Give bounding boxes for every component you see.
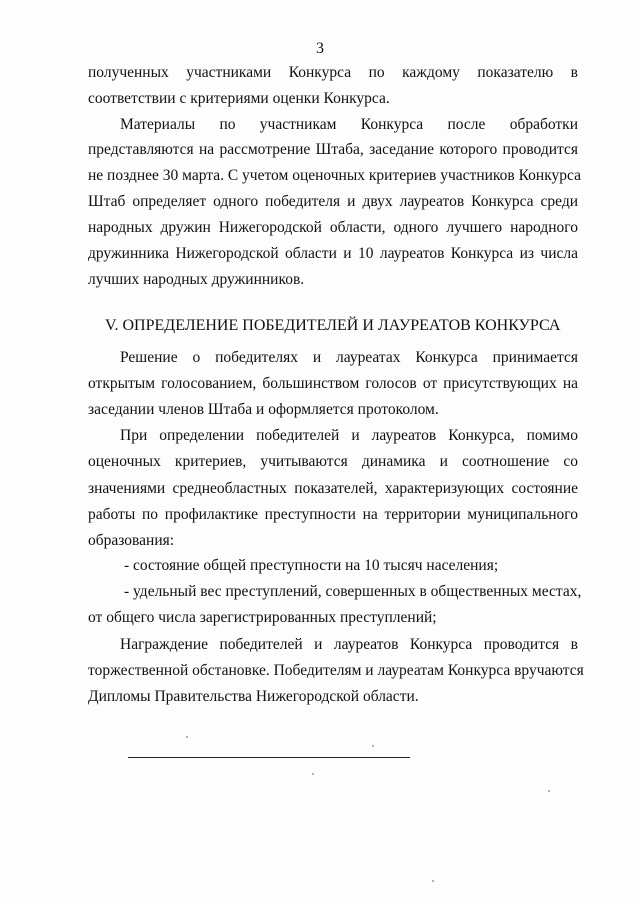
paragraph-line: торжественной обстановке. Победителям и лауреатам Конкурса вручаются [88, 662, 584, 679]
closing-rule [128, 757, 410, 758]
scan-speck [186, 736, 188, 738]
paragraph-line: Материалы по участникам Конкурса после обработки [120, 116, 578, 133]
scan-speck [432, 880, 434, 882]
paragraph-line: лучших народных дружинников. [88, 271, 305, 288]
section-heading: V. ОПРЕДЕЛЕНИЕ ПОБЕДИТЕЛЕЙ И ЛАУРЕАТОВ КОНКУРСА [105, 317, 561, 334]
paragraph-line: соответствии с критериями оценки Конкурса. [88, 90, 390, 107]
paragraph-line: полученных участниками Конкурса по каждому показателю в [88, 64, 578, 81]
paragraph-line: Награждение победителей и лауреатов Конкурса проводится в [120, 636, 578, 653]
paragraph-line: Решение о победителях и лауреатах Конкурса принимается [120, 349, 578, 366]
list-item: от общего числа зарегистрированных преступлений; [88, 609, 437, 626]
paragraph-line: заседании членов Штаба и оформляется протоколом. [88, 401, 439, 418]
paragraph-line: не позднее 30 марта. С учетом оценочных критериев участников Конкурса [88, 167, 581, 184]
paragraph-line: Дипломы Правительства Нижегородской области. [88, 688, 419, 705]
paragraph-line: работы по профилактике преступности на территории муниципального [88, 506, 578, 523]
paragraph-line: представляются на рассмотрение Штаба, заседание которого проводится [88, 141, 578, 158]
scan-speck [548, 790, 550, 792]
paragraph-line: открытым голосованием, большинством голосов от присутствующих на [88, 375, 578, 392]
paragraph-line: образования: [88, 532, 175, 549]
list-item: - удельный вес преступлений, совершенных в общественных местах, [124, 583, 582, 600]
page-number: 3 [316, 40, 324, 57]
paragraph-line: народных дружин Нижегородской области, одного лучшего народного [88, 219, 578, 236]
paragraph-line: значениями среднеобластных показателей, характеризующих состояние [88, 480, 578, 497]
paragraph-line: оценочных критериев, учитываются динамика и соотношение со [88, 453, 578, 470]
scan-speck [312, 773, 314, 775]
paragraph-line: При определении победителей и лауреатов Конкурса, помимо [120, 427, 578, 444]
paragraph-line: Штаб определяет одного победителя и двух лауреатов Конкурса среди [88, 193, 578, 210]
scan-speck [372, 745, 374, 747]
list-item: - состояние общей преступности на 10 тысяч населения; [124, 557, 499, 574]
paragraph-line: дружинника Нижегородской области и 10 лауреатов Конкурса из числа [88, 245, 578, 262]
